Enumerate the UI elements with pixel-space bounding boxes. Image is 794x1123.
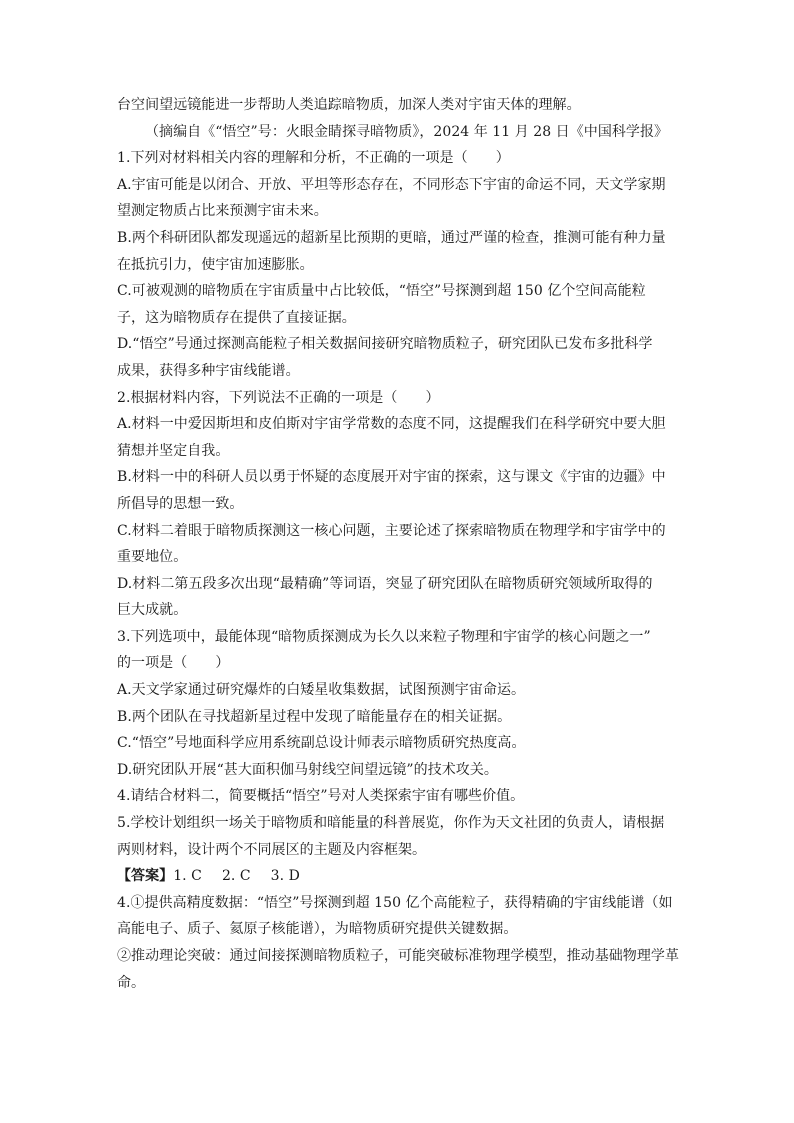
answer-line xyxy=(117,863,677,890)
question-3-cont: 的一项是（ ） xyxy=(117,655,230,672)
text-line: 台空间望远镜能进一步帮助人类追踪暗物质，加深人类对宇宙天体的理解。 xyxy=(117,97,581,113)
q1-option-a: A.宇宙可能是以闭合、开放、平坦等形态存在，不同形态下宇宙的命运不同，天文学家期 xyxy=(117,176,666,193)
answer-4-point-2: ②推动理论突破：通过间接探测暗物质粒子，可能突破标准物理学模型，推动基础物理学革 xyxy=(117,948,679,964)
q1-option-c-cont: 子，这为暗物质存在提供了直接证据。 xyxy=(117,309,356,326)
q2-option-b: B.材料一中的科研人员以勇于怀疑的态度展开对宇宙的探索，这与课文《宇宙的边疆》中 xyxy=(117,469,666,486)
q3-option-d: D.研究团队开展“甚大面积伽马射线空间望远镜”的技术攻关。 xyxy=(117,761,498,778)
q3-option-b: B.两个团队在寻找超新星过程中发现了暗能量存在的相关证据。 xyxy=(117,708,512,725)
q2-option-a-cont: 猜想并坚定自我。 xyxy=(117,442,230,459)
answer-4-point-2-cont: 命。 xyxy=(117,974,146,991)
question-4: 4.请结合材料二，简要概括“悟空”号对人类探索宇宙有哪些价值。 xyxy=(117,788,525,805)
q2-option-d: D.材料二第五段多次出现“最精确”等词语，突显了研究团队在暗物质研究领域所取得的 xyxy=(117,575,653,592)
answer-4-line: 4.①提供高精度数据：“悟空”号探测到超 150 亿个高能粒子，获得精确的宇宙线能谱（如 xyxy=(117,894,673,911)
q1-option-d: D.“悟空”号通过探测高能粒子相关数据间接研究暗物质粒子，研究团队已发布多批科学 xyxy=(117,336,653,353)
q1-option-a-cont: 望测定物质占比来预测宇宙未来。 xyxy=(117,203,328,220)
q2-option-d-cont: 巨大成就。 xyxy=(117,602,188,619)
q1-option-b: B.两个科研团队都发现遥远的超新星比预期的更暗，通过严谨的检查，推测可能有种力量 xyxy=(117,229,666,246)
answer-4-line-cont: 高能电子、质子、氦原子核能谱），为暗物质研究提供关键数据。 xyxy=(117,921,518,938)
question-5: 5.学校计划组织一场关于暗物质和暗能量的科普展览，你作为天文社团的负责人，请根据 xyxy=(117,815,665,832)
q2-option-c: C.材料二着眼于暗物质探测这一核心问题，主要论述了探索暗物质在物理学和宇宙学中的 xyxy=(117,522,666,539)
answer-item: 1. C xyxy=(173,868,202,885)
document-page xyxy=(117,92,677,996)
q3-option-a: A.天文学家通过研究爆炸的白矮星收集数据，试图预测宇宙命运。 xyxy=(117,682,526,699)
q1-option-c: C.可被观测的暗物质在宇宙质量中占比较低，“悟空”号探测到超 150 亿个空间高能粒 xyxy=(117,283,646,300)
question-2: 2.根据材料内容，下列说法不正确的一项是（ ） xyxy=(117,389,440,406)
answer-item: 3. D xyxy=(270,868,300,885)
question-3: 3.下列选项中，最能体现“暗物质探测成为长久以来粒子物理和宇宙学的核心问题之一” xyxy=(117,628,651,645)
answer-label: 【答案】 xyxy=(117,868,174,885)
q2-option-a: A.材料一中爱因斯坦和皮伯斯对宇宙学常数的态度不同，这提醒我们在科学研究中要大胆 xyxy=(117,416,666,433)
source-citation: （摘编自《“悟空”号：火眼金睛探寻暗物质》，2024 年 11 月 28 日《中国科学报》 xyxy=(145,123,669,140)
q1-option-d-cont: 成果，获得多种宇宙线能谱。 xyxy=(117,362,300,379)
q1-option-b-cont: 在抵抗引力，使宇宙加速膨胀。 xyxy=(117,256,314,273)
question-5-cont: 两则材料，设计两个不同展区的主题及内容框架。 xyxy=(117,841,427,858)
q2-option-c-cont: 重要地位。 xyxy=(117,549,188,566)
question-1: 1.下列对材料相关内容的理解和分析，不正确的一项是（ ） xyxy=(117,150,510,167)
q2-option-b-cont: 所倡导的思想一致。 xyxy=(117,495,244,512)
q3-option-c: C.“悟空”号地面科学应用系统副总设计师表示暗物质研究热度高。 xyxy=(117,735,526,752)
answer-item: 2. C xyxy=(221,868,251,885)
